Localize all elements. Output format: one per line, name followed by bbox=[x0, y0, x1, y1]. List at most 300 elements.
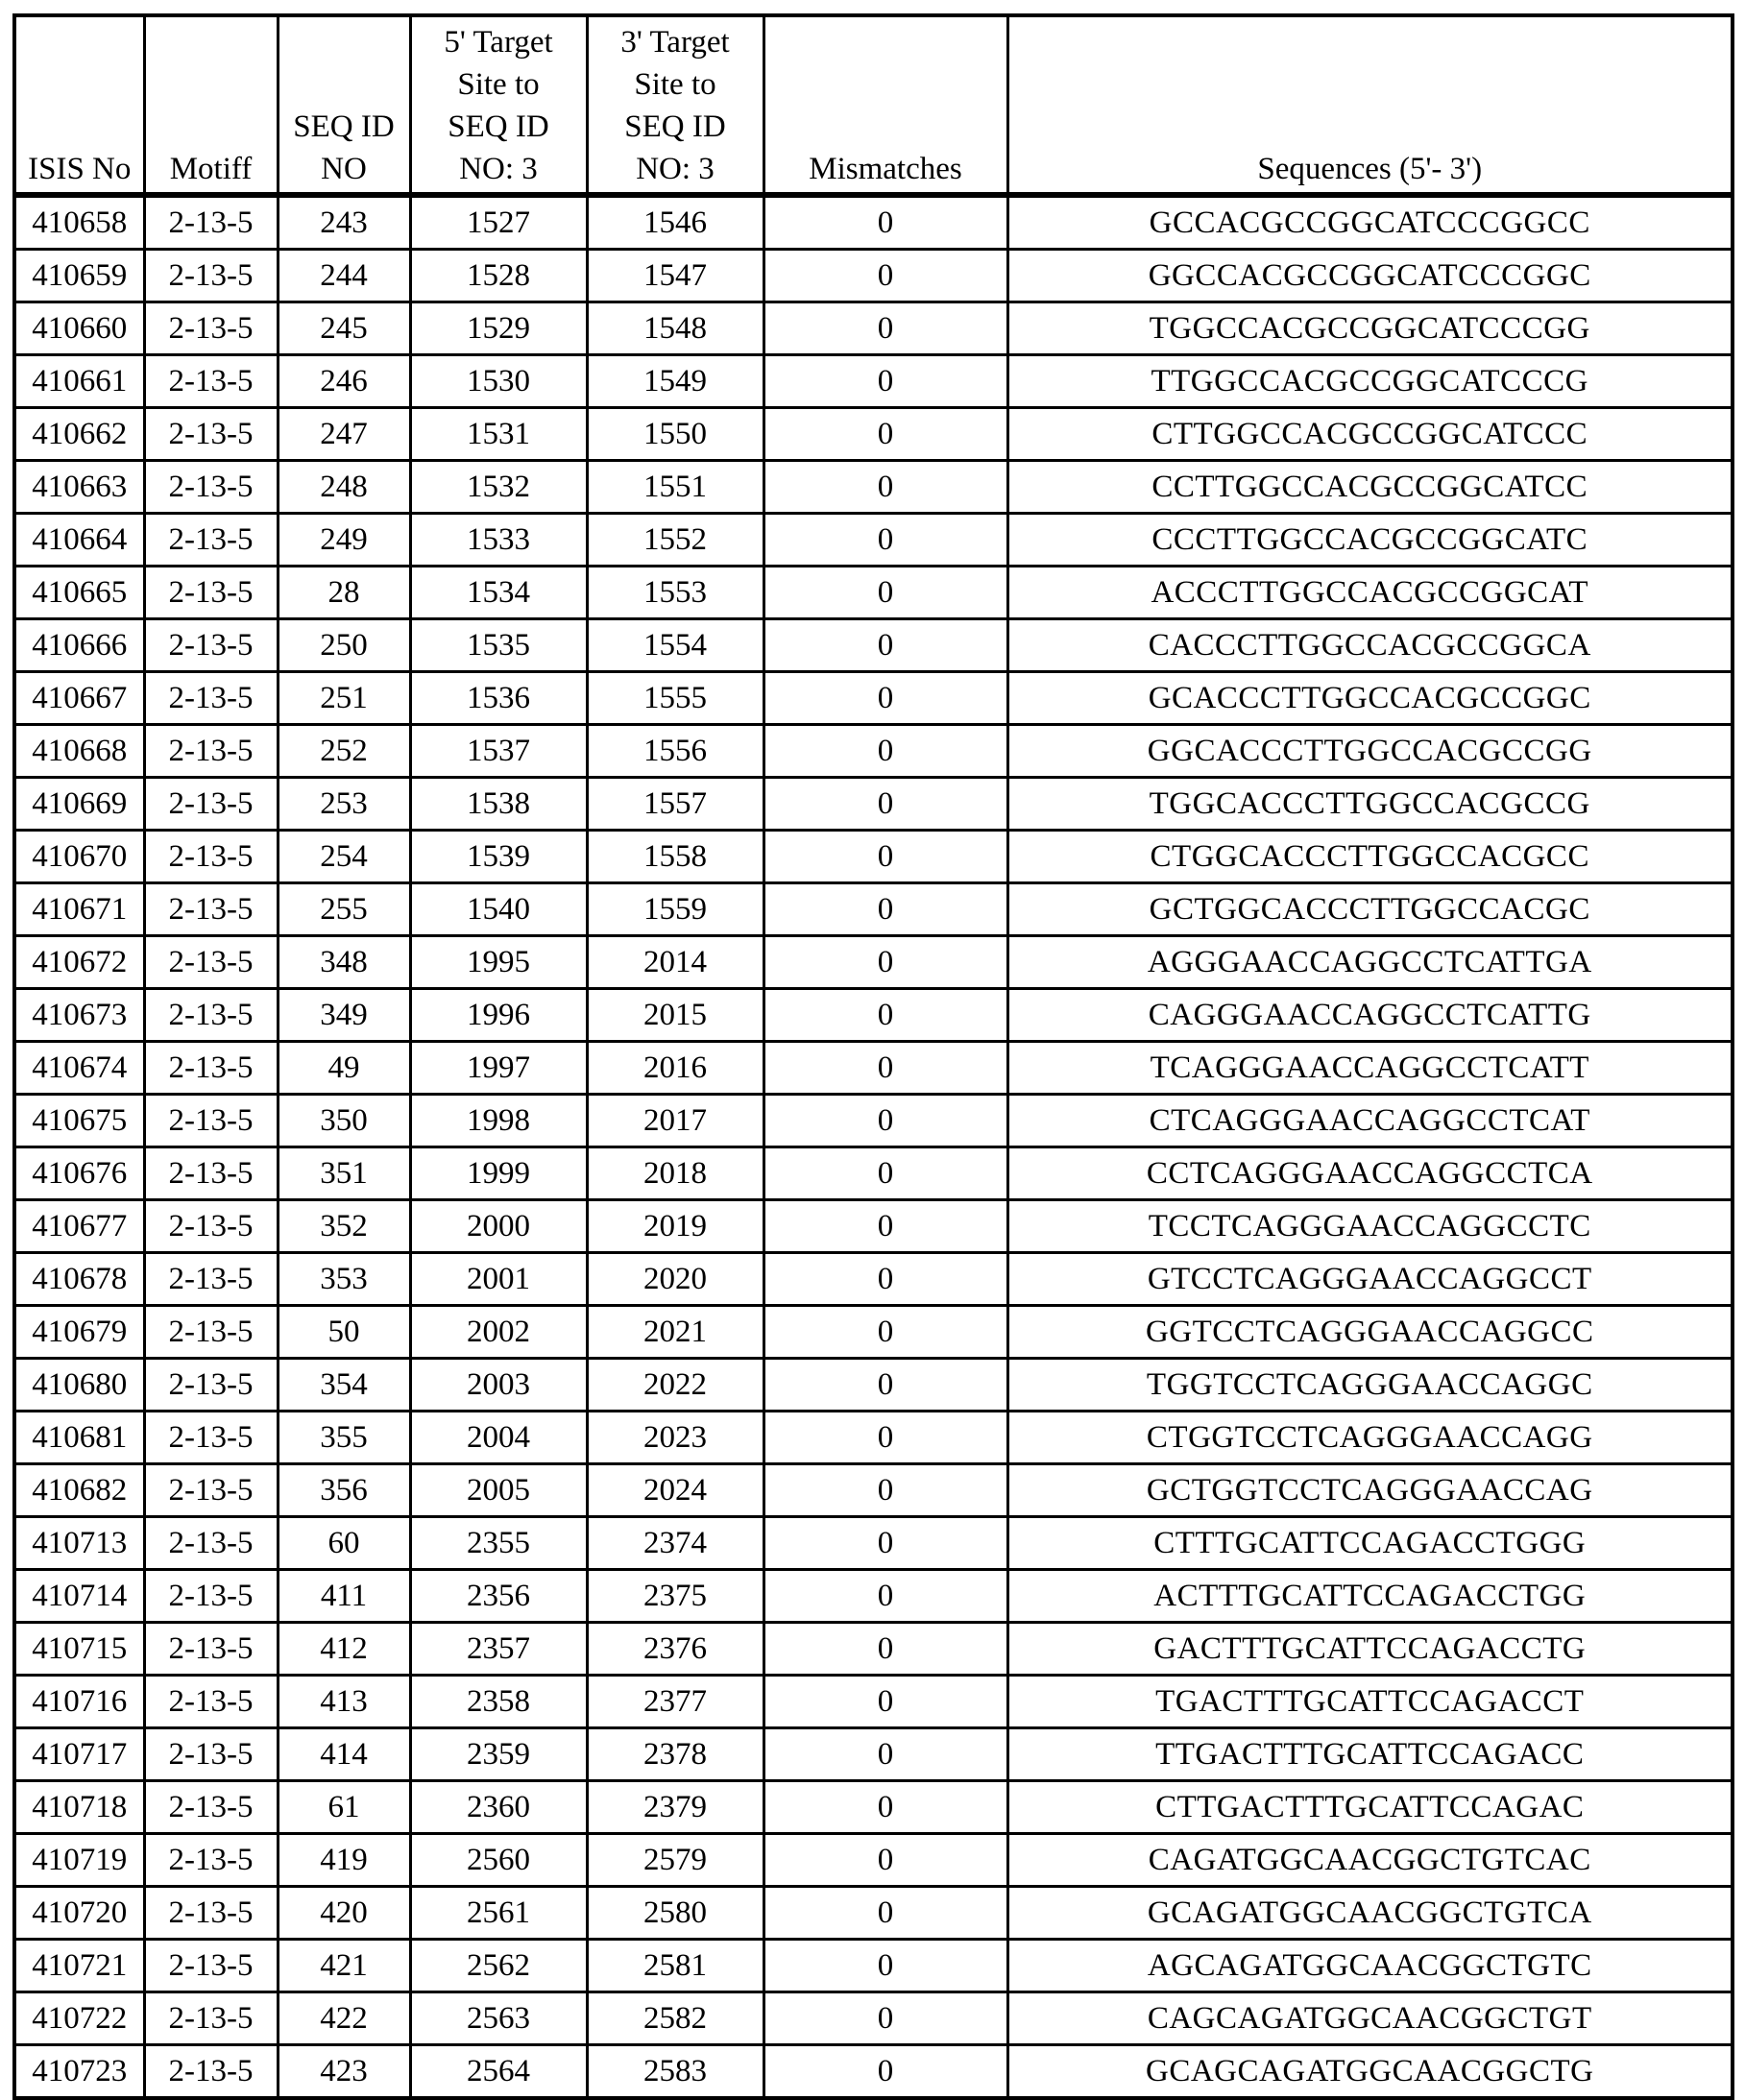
table-row bbox=[14, 1570, 1733, 1623]
five-prime-site-cell: 2005 bbox=[410, 1464, 587, 1517]
table-row bbox=[14, 1359, 1733, 1412]
motif-cell: 2-13-5 bbox=[144, 672, 278, 725]
motif-cell: 2-13-5 bbox=[144, 1042, 278, 1095]
sequence-cell: CCCTTGGCCACGCCGGCATC bbox=[1007, 514, 1733, 567]
motif-cell: 2-13-5 bbox=[144, 250, 278, 302]
sequence-cell: CTTGACTTTGCATTCCAGAC bbox=[1007, 1781, 1733, 1834]
sequence-cell: TTGGCCACGCCGGCATCCCG bbox=[1007, 355, 1733, 408]
table-row bbox=[14, 1200, 1733, 1253]
five-prime-site-cell: 2563 bbox=[410, 1992, 587, 2045]
motif-cell: 2-13-5 bbox=[144, 195, 278, 250]
three-prime-site-cell: 1548 bbox=[587, 302, 763, 355]
motif-cell: 2-13-5 bbox=[144, 989, 278, 1042]
sequence-cell: CCTCAGGGAACCAGGCCTCA bbox=[1007, 1147, 1733, 1200]
sequence-cell: GCCACGCCGGCATCCCGGCC bbox=[1007, 195, 1733, 250]
motif-cell: 2-13-5 bbox=[144, 461, 278, 514]
five-prime-site-cell: 1531 bbox=[410, 408, 587, 461]
motif-cell: 2-13-5 bbox=[144, 1095, 278, 1147]
isis-no-cell: 410671 bbox=[14, 883, 144, 936]
table-row bbox=[14, 250, 1733, 302]
five-prime-site-cell: 1530 bbox=[410, 355, 587, 408]
five-prime-site-cell: 1999 bbox=[410, 1147, 587, 1200]
isis-no-cell: 410713 bbox=[14, 1517, 144, 1570]
sequence-cell: CACCCTTGGCCACGCCGGCA bbox=[1007, 619, 1733, 672]
isis-no-cell: 410714 bbox=[14, 1570, 144, 1623]
isis-no-cell: 410666 bbox=[14, 619, 144, 672]
sequence-cell: CAGCAGATGGCAACGGCTGT bbox=[1007, 1992, 1733, 2045]
five-prime-site-cell: 1534 bbox=[410, 567, 587, 619]
table-header bbox=[14, 15, 1733, 195]
motif-cell: 2-13-5 bbox=[144, 1200, 278, 1253]
motif-cell: 2-13-5 bbox=[144, 831, 278, 883]
seq-id-cell: 352 bbox=[278, 1200, 410, 1253]
sequence-cell: TGACTTTGCATTCCAGACCT bbox=[1007, 1676, 1733, 1728]
mismatches-cell: 0 bbox=[763, 514, 1007, 567]
seq-id-cell: 414 bbox=[278, 1728, 410, 1781]
seq-id-cell: 356 bbox=[278, 1464, 410, 1517]
isis-no-cell: 410659 bbox=[14, 250, 144, 302]
five-prime-site-cell: 2002 bbox=[410, 1306, 587, 1359]
motif-cell: 2-13-5 bbox=[144, 1623, 278, 1676]
isis-no-cell: 410662 bbox=[14, 408, 144, 461]
three-prime-site-cell: 1556 bbox=[587, 725, 763, 778]
mismatches-cell: 0 bbox=[763, 1095, 1007, 1147]
isis-no-cell: 410717 bbox=[14, 1728, 144, 1781]
isis-no-cell: 410681 bbox=[14, 1412, 144, 1464]
isis-no-cell: 410667 bbox=[14, 672, 144, 725]
sequence-cell: ACTTTGCATTCCAGACCTGG bbox=[1007, 1570, 1733, 1623]
motif-cell: 2-13-5 bbox=[144, 1834, 278, 1887]
motif-cell: 2-13-5 bbox=[144, 725, 278, 778]
table-row bbox=[14, 1992, 1733, 2045]
mismatches-cell: 0 bbox=[763, 619, 1007, 672]
header-five-prime-target: 5' Target Site to SEQ ID NO: 3 bbox=[410, 15, 587, 195]
mismatches-cell: 0 bbox=[763, 1359, 1007, 1412]
seq-id-cell: 244 bbox=[278, 250, 410, 302]
motif-cell: 2-13-5 bbox=[144, 1253, 278, 1306]
isis-no-cell: 410720 bbox=[14, 1887, 144, 1940]
seq-id-cell: 61 bbox=[278, 1781, 410, 1834]
three-prime-site-cell: 1558 bbox=[587, 831, 763, 883]
header-sequences: Sequences (5'- 3') bbox=[1007, 15, 1733, 195]
motif-cell: 2-13-5 bbox=[144, 1887, 278, 1940]
seq-id-cell: 423 bbox=[278, 2045, 410, 2099]
seq-id-cell: 251 bbox=[278, 672, 410, 725]
five-prime-site-cell: 1527 bbox=[410, 195, 587, 250]
table-row bbox=[14, 514, 1733, 567]
five-prime-site-cell: 1998 bbox=[410, 1095, 587, 1147]
three-prime-site-cell: 2378 bbox=[587, 1728, 763, 1781]
table-row bbox=[14, 2045, 1733, 2099]
motif-cell: 2-13-5 bbox=[144, 619, 278, 672]
seq-id-cell: 243 bbox=[278, 195, 410, 250]
three-prime-site-cell: 2016 bbox=[587, 1042, 763, 1095]
three-prime-site-cell: 1551 bbox=[587, 461, 763, 514]
five-prime-site-cell: 2562 bbox=[410, 1940, 587, 1992]
five-prime-site-cell: 2001 bbox=[410, 1253, 587, 1306]
motif-cell: 2-13-5 bbox=[144, 1359, 278, 1412]
motif-cell: 2-13-5 bbox=[144, 1992, 278, 2045]
sequence-cell: CTTTGCATTCCAGACCTGGG bbox=[1007, 1517, 1733, 1570]
mismatches-cell: 0 bbox=[763, 1623, 1007, 1676]
isis-no-cell: 410663 bbox=[14, 461, 144, 514]
table-row bbox=[14, 619, 1733, 672]
five-prime-site-cell: 1997 bbox=[410, 1042, 587, 1095]
seq-id-cell: 349 bbox=[278, 989, 410, 1042]
five-prime-site-cell: 1529 bbox=[410, 302, 587, 355]
sequence-cell: CTCAGGGAACCAGGCCTCAT bbox=[1007, 1095, 1733, 1147]
five-prime-site-cell: 1995 bbox=[410, 936, 587, 989]
five-prime-site-cell: 2000 bbox=[410, 1200, 587, 1253]
isis-no-cell: 410678 bbox=[14, 1253, 144, 1306]
sequence-cell: CTTGGCCACGCCGGCATCCC bbox=[1007, 408, 1733, 461]
isis-no-cell: 410675 bbox=[14, 1095, 144, 1147]
three-prime-site-cell: 1555 bbox=[587, 672, 763, 725]
three-prime-site-cell: 2374 bbox=[587, 1517, 763, 1570]
mismatches-cell: 0 bbox=[763, 1992, 1007, 2045]
seq-id-cell: 355 bbox=[278, 1412, 410, 1464]
sequence-cell: TCAGGGAACCAGGCCTCATT bbox=[1007, 1042, 1733, 1095]
five-prime-site-cell: 1536 bbox=[410, 672, 587, 725]
mismatches-cell: 0 bbox=[763, 1306, 1007, 1359]
seq-id-cell: 354 bbox=[278, 1359, 410, 1412]
seq-id-cell: 353 bbox=[278, 1253, 410, 1306]
table-row bbox=[14, 1412, 1733, 1464]
mismatches-cell: 0 bbox=[763, 1253, 1007, 1306]
motif-cell: 2-13-5 bbox=[144, 1940, 278, 1992]
three-prime-site-cell: 2377 bbox=[587, 1676, 763, 1728]
five-prime-site-cell: 2356 bbox=[410, 1570, 587, 1623]
motif-cell: 2-13-5 bbox=[144, 1676, 278, 1728]
table-row bbox=[14, 195, 1733, 250]
mismatches-cell: 0 bbox=[763, 1676, 1007, 1728]
mismatches-cell: 0 bbox=[763, 1147, 1007, 1200]
sequence-cell: TGGCCACGCCGGCATCCCGG bbox=[1007, 302, 1733, 355]
mismatches-cell: 0 bbox=[763, 1042, 1007, 1095]
table-row bbox=[14, 1623, 1733, 1676]
motif-cell: 2-13-5 bbox=[144, 2045, 278, 2099]
isis-no-cell: 410658 bbox=[14, 195, 144, 250]
three-prime-site-cell: 2580 bbox=[587, 1887, 763, 1940]
five-prime-site-cell: 2564 bbox=[410, 2045, 587, 2099]
table-row bbox=[14, 1887, 1733, 1940]
isis-no-cell: 410676 bbox=[14, 1147, 144, 1200]
sequence-cell: CTGGTCCTCAGGGAACCAGG bbox=[1007, 1412, 1733, 1464]
isis-no-cell: 410716 bbox=[14, 1676, 144, 1728]
three-prime-site-cell: 2020 bbox=[587, 1253, 763, 1306]
sequence-cell: GTCCTCAGGGAACCAGGCCT bbox=[1007, 1253, 1733, 1306]
table-row bbox=[14, 1253, 1733, 1306]
sequence-cell: CAGGGAACCAGGCCTCATTG bbox=[1007, 989, 1733, 1042]
sequence-cell: GCACCCTTGGCCACGCCGGC bbox=[1007, 672, 1733, 725]
mismatches-cell: 0 bbox=[763, 302, 1007, 355]
isis-no-cell: 410665 bbox=[14, 567, 144, 619]
seq-id-cell: 350 bbox=[278, 1095, 410, 1147]
isis-no-cell: 410677 bbox=[14, 1200, 144, 1253]
table-row bbox=[14, 831, 1733, 883]
three-prime-site-cell: 2375 bbox=[587, 1570, 763, 1623]
mismatches-cell: 0 bbox=[763, 1517, 1007, 1570]
seq-id-cell: 253 bbox=[278, 778, 410, 831]
table-row bbox=[14, 1306, 1733, 1359]
table-row bbox=[14, 936, 1733, 989]
mismatches-cell: 0 bbox=[763, 1464, 1007, 1517]
mismatches-cell: 0 bbox=[763, 1781, 1007, 1834]
sequence-cell: TCCTCAGGGAACCAGGCCTC bbox=[1007, 1200, 1733, 1253]
table-row bbox=[14, 778, 1733, 831]
seq-id-cell: 420 bbox=[278, 1887, 410, 1940]
antisense-sequence-table bbox=[12, 13, 1734, 2100]
three-prime-site-cell: 2019 bbox=[587, 1200, 763, 1253]
sequence-cell: CCTTGGCCACGCCGGCATCC bbox=[1007, 461, 1733, 514]
mismatches-cell: 0 bbox=[763, 567, 1007, 619]
header-mismatches: Mismatches bbox=[763, 15, 1007, 195]
sequence-cell: GCAGATGGCAACGGCTGTCA bbox=[1007, 1887, 1733, 1940]
sequence-cell: AGGGAACCAGGCCTCATTGA bbox=[1007, 936, 1733, 989]
isis-no-cell: 410670 bbox=[14, 831, 144, 883]
sequence-cell: CAGATGGCAACGGCTGTCAC bbox=[1007, 1834, 1733, 1887]
seq-id-cell: 246 bbox=[278, 355, 410, 408]
three-prime-site-cell: 2014 bbox=[587, 936, 763, 989]
sequence-cell: TTGACTTTGCATTCCAGACC bbox=[1007, 1728, 1733, 1781]
three-prime-site-cell: 1552 bbox=[587, 514, 763, 567]
five-prime-site-cell: 2560 bbox=[410, 1834, 587, 1887]
seq-id-cell: 60 bbox=[278, 1517, 410, 1570]
seq-id-cell: 421 bbox=[278, 1940, 410, 1992]
seq-id-cell: 247 bbox=[278, 408, 410, 461]
motif-cell: 2-13-5 bbox=[144, 1781, 278, 1834]
mismatches-cell: 0 bbox=[763, 2045, 1007, 2099]
table-row bbox=[14, 883, 1733, 936]
sequence-cell: GCAGCAGATGGCAACGGCTG bbox=[1007, 2045, 1733, 2099]
table-body bbox=[14, 195, 1733, 2098]
seq-id-cell: 250 bbox=[278, 619, 410, 672]
mismatches-cell: 0 bbox=[763, 195, 1007, 250]
isis-no-cell: 410669 bbox=[14, 778, 144, 831]
isis-no-cell: 410660 bbox=[14, 302, 144, 355]
table-row bbox=[14, 1940, 1733, 1992]
five-prime-site-cell: 2003 bbox=[410, 1359, 587, 1412]
table-row bbox=[14, 1517, 1733, 1570]
five-prime-site-cell: 1540 bbox=[410, 883, 587, 936]
table-row bbox=[14, 408, 1733, 461]
mismatches-cell: 0 bbox=[763, 1940, 1007, 1992]
mismatches-cell: 0 bbox=[763, 883, 1007, 936]
five-prime-site-cell: 1535 bbox=[410, 619, 587, 672]
sequence-cell: AGCAGATGGCAACGGCTGTC bbox=[1007, 1940, 1733, 1992]
three-prime-site-cell: 2376 bbox=[587, 1623, 763, 1676]
five-prime-site-cell: 1996 bbox=[410, 989, 587, 1042]
mismatches-cell: 0 bbox=[763, 355, 1007, 408]
five-prime-site-cell: 2561 bbox=[410, 1887, 587, 1940]
seq-id-cell: 413 bbox=[278, 1676, 410, 1728]
sequence-cell: GGTCCTCAGGGAACCAGGCC bbox=[1007, 1306, 1733, 1359]
sequence-cell: ACCCTTGGCCACGCCGGCAT bbox=[1007, 567, 1733, 619]
five-prime-site-cell: 2359 bbox=[410, 1728, 587, 1781]
mismatches-cell: 0 bbox=[763, 831, 1007, 883]
isis-no-cell: 410672 bbox=[14, 936, 144, 989]
seq-id-cell: 422 bbox=[278, 1992, 410, 2045]
isis-no-cell: 410682 bbox=[14, 1464, 144, 1517]
motif-cell: 2-13-5 bbox=[144, 1728, 278, 1781]
header-three-prime-target: 3' Target Site to SEQ ID NO: 3 bbox=[587, 15, 763, 195]
three-prime-site-cell: 1549 bbox=[587, 355, 763, 408]
five-prime-site-cell: 2358 bbox=[410, 1676, 587, 1728]
motif-cell: 2-13-5 bbox=[144, 408, 278, 461]
three-prime-site-cell: 2379 bbox=[587, 1781, 763, 1834]
mismatches-cell: 0 bbox=[763, 1412, 1007, 1464]
mismatches-cell: 0 bbox=[763, 778, 1007, 831]
seq-id-cell: 50 bbox=[278, 1306, 410, 1359]
sequence-cell: GCTGGCACCCTTGGCCACGC bbox=[1007, 883, 1733, 936]
header-motif: Motiff bbox=[144, 15, 278, 195]
header-seq-id-no: SEQ ID NO bbox=[278, 15, 410, 195]
mismatches-cell: 0 bbox=[763, 1570, 1007, 1623]
three-prime-site-cell: 2023 bbox=[587, 1412, 763, 1464]
isis-no-cell: 410718 bbox=[14, 1781, 144, 1834]
three-prime-site-cell: 1547 bbox=[587, 250, 763, 302]
isis-no-cell: 410723 bbox=[14, 2045, 144, 2099]
mismatches-cell: 0 bbox=[763, 461, 1007, 514]
seq-id-cell: 411 bbox=[278, 1570, 410, 1623]
mismatches-cell: 0 bbox=[763, 672, 1007, 725]
seq-id-cell: 348 bbox=[278, 936, 410, 989]
motif-cell: 2-13-5 bbox=[144, 355, 278, 408]
isis-no-cell: 410679 bbox=[14, 1306, 144, 1359]
three-prime-site-cell: 2581 bbox=[587, 1940, 763, 1992]
motif-cell: 2-13-5 bbox=[144, 514, 278, 567]
three-prime-site-cell: 1546 bbox=[587, 195, 763, 250]
three-prime-site-cell: 1550 bbox=[587, 408, 763, 461]
mismatches-cell: 0 bbox=[763, 936, 1007, 989]
sequence-cell: GACTTTGCATTCCAGACCTG bbox=[1007, 1623, 1733, 1676]
five-prime-site-cell: 2360 bbox=[410, 1781, 587, 1834]
seq-id-cell: 245 bbox=[278, 302, 410, 355]
seq-id-cell: 249 bbox=[278, 514, 410, 567]
table-row bbox=[14, 1464, 1733, 1517]
seq-id-cell: 419 bbox=[278, 1834, 410, 1887]
motif-cell: 2-13-5 bbox=[144, 1412, 278, 1464]
seq-id-cell: 248 bbox=[278, 461, 410, 514]
five-prime-site-cell: 2355 bbox=[410, 1517, 587, 1570]
three-prime-site-cell: 2015 bbox=[587, 989, 763, 1042]
five-prime-site-cell: 1537 bbox=[410, 725, 587, 778]
motif-cell: 2-13-5 bbox=[144, 302, 278, 355]
isis-no-cell: 410661 bbox=[14, 355, 144, 408]
motif-cell: 2-13-5 bbox=[144, 567, 278, 619]
header-row bbox=[14, 15, 1733, 195]
seq-id-cell: 351 bbox=[278, 1147, 410, 1200]
seq-id-cell: 412 bbox=[278, 1623, 410, 1676]
seq-id-cell: 28 bbox=[278, 567, 410, 619]
sequence-cell: TGGTCCTCAGGGAACCAGGC bbox=[1007, 1359, 1733, 1412]
sequence-table-container bbox=[12, 13, 1731, 2100]
three-prime-site-cell: 2017 bbox=[587, 1095, 763, 1147]
three-prime-site-cell: 1557 bbox=[587, 778, 763, 831]
sequence-cell: TGGCACCCTTGGCCACGCCG bbox=[1007, 778, 1733, 831]
mismatches-cell: 0 bbox=[763, 408, 1007, 461]
motif-cell: 2-13-5 bbox=[144, 1147, 278, 1200]
table-row bbox=[14, 1781, 1733, 1834]
three-prime-site-cell: 2579 bbox=[587, 1834, 763, 1887]
mismatches-cell: 0 bbox=[763, 725, 1007, 778]
table-row bbox=[14, 672, 1733, 725]
sequence-cell: CTGGCACCCTTGGCCACGCC bbox=[1007, 831, 1733, 883]
seq-id-cell: 255 bbox=[278, 883, 410, 936]
motif-cell: 2-13-5 bbox=[144, 883, 278, 936]
seq-id-cell: 252 bbox=[278, 725, 410, 778]
sequence-cell: GCTGGTCCTCAGGGAACCAG bbox=[1007, 1464, 1733, 1517]
header-isis-no: ISIS No bbox=[14, 15, 144, 195]
five-prime-site-cell: 2004 bbox=[410, 1412, 587, 1464]
isis-no-cell: 410664 bbox=[14, 514, 144, 567]
isis-no-cell: 410719 bbox=[14, 1834, 144, 1887]
mismatches-cell: 0 bbox=[763, 1887, 1007, 1940]
table-row bbox=[14, 461, 1733, 514]
seq-id-cell: 49 bbox=[278, 1042, 410, 1095]
table-row bbox=[14, 725, 1733, 778]
isis-no-cell: 410721 bbox=[14, 1940, 144, 1992]
isis-no-cell: 410674 bbox=[14, 1042, 144, 1095]
mismatches-cell: 0 bbox=[763, 1834, 1007, 1887]
motif-cell: 2-13-5 bbox=[144, 778, 278, 831]
isis-no-cell: 410668 bbox=[14, 725, 144, 778]
three-prime-site-cell: 1554 bbox=[587, 619, 763, 672]
three-prime-site-cell: 2018 bbox=[587, 1147, 763, 1200]
mismatches-cell: 0 bbox=[763, 250, 1007, 302]
table-row bbox=[14, 355, 1733, 408]
isis-no-cell: 410722 bbox=[14, 1992, 144, 2045]
table-row bbox=[14, 1147, 1733, 1200]
mismatches-cell: 0 bbox=[763, 1728, 1007, 1781]
motif-cell: 2-13-5 bbox=[144, 1570, 278, 1623]
motif-cell: 2-13-5 bbox=[144, 1464, 278, 1517]
motif-cell: 2-13-5 bbox=[144, 1517, 278, 1570]
mismatches-cell: 0 bbox=[763, 989, 1007, 1042]
table-row bbox=[14, 1834, 1733, 1887]
motif-cell: 2-13-5 bbox=[144, 936, 278, 989]
seq-id-cell: 254 bbox=[278, 831, 410, 883]
three-prime-site-cell: 2583 bbox=[587, 2045, 763, 2099]
sequence-cell: GGCCACGCCGGCATCCCGGC bbox=[1007, 250, 1733, 302]
table-row bbox=[14, 1728, 1733, 1781]
motif-cell: 2-13-5 bbox=[144, 1306, 278, 1359]
isis-no-cell: 410715 bbox=[14, 1623, 144, 1676]
five-prime-site-cell: 1528 bbox=[410, 250, 587, 302]
three-prime-site-cell: 2024 bbox=[587, 1464, 763, 1517]
isis-no-cell: 410673 bbox=[14, 989, 144, 1042]
three-prime-site-cell: 2021 bbox=[587, 1306, 763, 1359]
table-row bbox=[14, 302, 1733, 355]
five-prime-site-cell: 1539 bbox=[410, 831, 587, 883]
table-row bbox=[14, 1095, 1733, 1147]
isis-no-cell: 410680 bbox=[14, 1359, 144, 1412]
three-prime-site-cell: 1559 bbox=[587, 883, 763, 936]
three-prime-site-cell: 2022 bbox=[587, 1359, 763, 1412]
three-prime-site-cell: 1553 bbox=[587, 567, 763, 619]
table-row bbox=[14, 1042, 1733, 1095]
table-row bbox=[14, 989, 1733, 1042]
five-prime-site-cell: 1538 bbox=[410, 778, 587, 831]
five-prime-site-cell: 2357 bbox=[410, 1623, 587, 1676]
sequence-cell: GGCACCCTTGGCCACGCCGG bbox=[1007, 725, 1733, 778]
five-prime-site-cell: 1533 bbox=[410, 514, 587, 567]
five-prime-site-cell: 1532 bbox=[410, 461, 587, 514]
table-row bbox=[14, 1676, 1733, 1728]
mismatches-cell: 0 bbox=[763, 1200, 1007, 1253]
table-row bbox=[14, 567, 1733, 619]
three-prime-site-cell: 2582 bbox=[587, 1992, 763, 2045]
